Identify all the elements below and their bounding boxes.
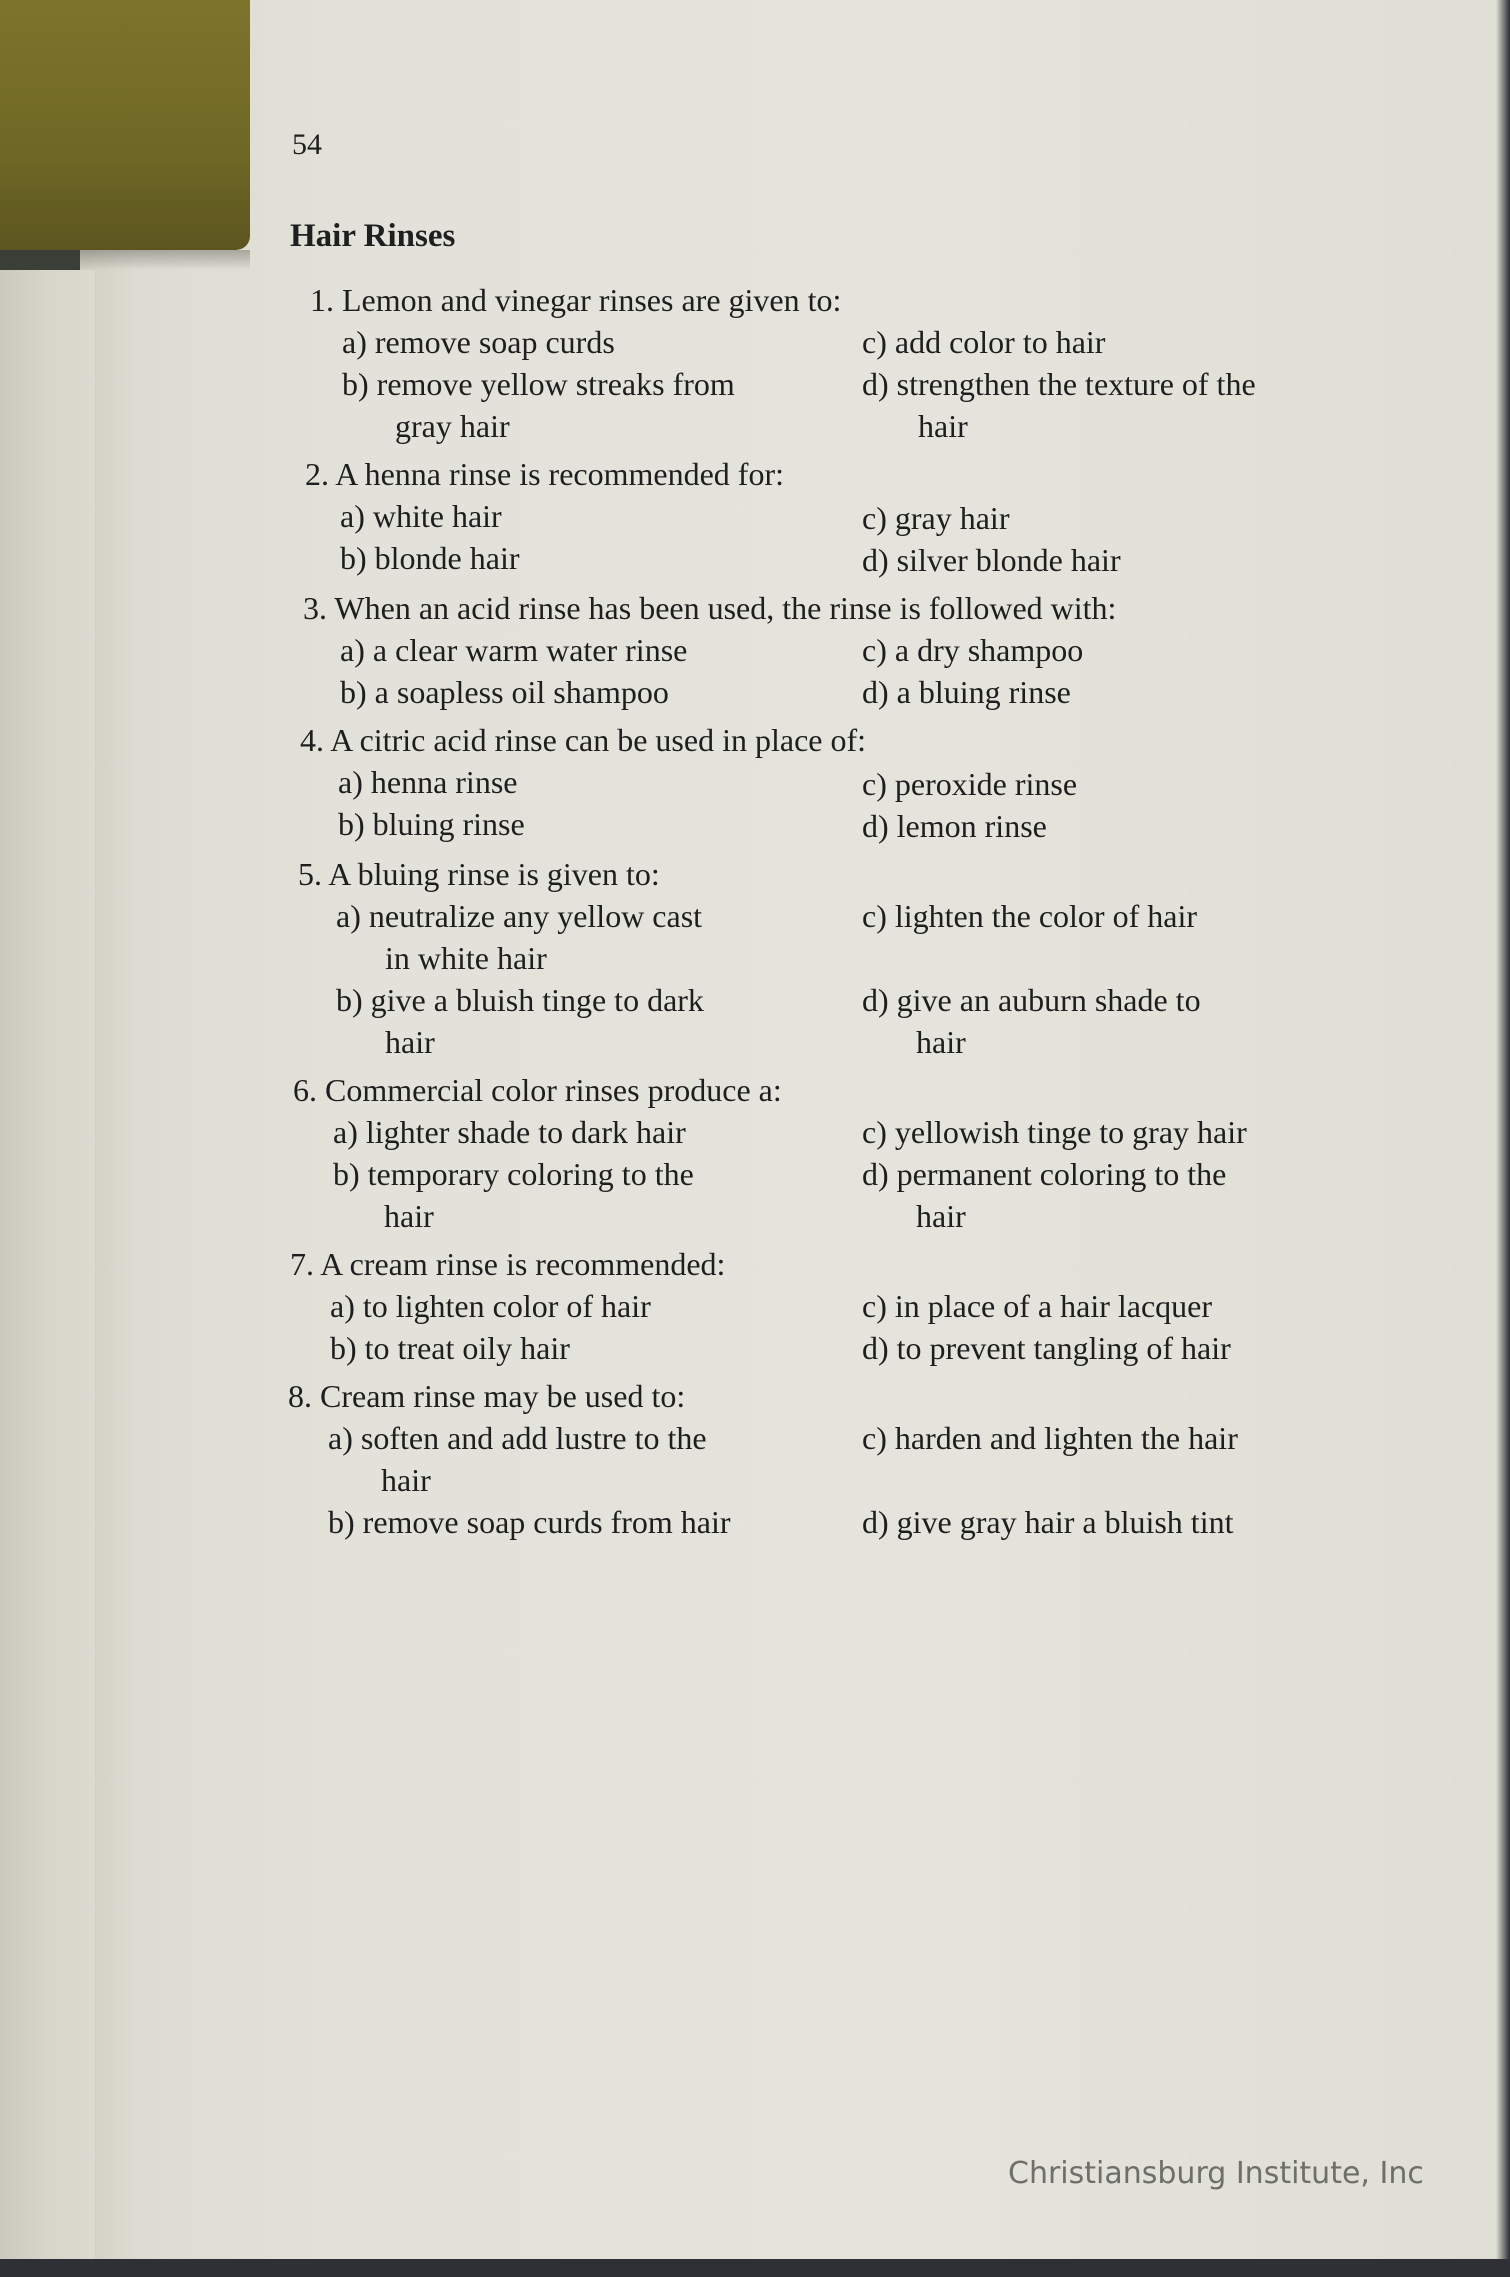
option-a: a) henna rinse <box>338 764 518 800</box>
option-c: c) add color to hair <box>862 324 1106 360</box>
option-d: d) permanent coloring to the <box>862 1156 1227 1192</box>
section-title: Hair Rinses <box>290 218 456 254</box>
option-a: a) soften and add lustre to the <box>328 1420 707 1456</box>
page-number: 54 <box>292 128 322 161</box>
option-c: c) peroxide rinse <box>862 766 1078 802</box>
option-b: b) remove yellow streaks from <box>342 366 735 402</box>
watermark: Christiansburg Institute, Inc <box>1008 2156 1424 2191</box>
option-d-continued: hair <box>918 408 968 444</box>
option-d: d) strengthen the texture of the <box>862 366 1256 402</box>
page-bottom-edge <box>0 2259 1510 2277</box>
question-prompt: 2. A henna rinse is recommended for: <box>305 456 784 492</box>
book-tab-shadow <box>0 250 250 270</box>
option-d-continued: hair <box>916 1198 966 1234</box>
option-a: a) white hair <box>340 498 502 534</box>
option-d: d) silver blonde hair <box>862 542 1121 578</box>
option-a: a) lighter shade to dark hair <box>333 1114 686 1150</box>
page-left-edge <box>0 270 95 2277</box>
question-prompt: 3. When an acid rinse has been used, the rinse is followed with: <box>303 590 1117 626</box>
question-prompt: 7. A cream rinse is recommended: <box>290 1246 726 1282</box>
option-b: b) remove soap curds from hair <box>328 1504 731 1540</box>
option-b-continued: hair <box>384 1198 434 1234</box>
option-d: d) give an auburn shade to <box>862 982 1201 1018</box>
option-d: d) a bluing rinse <box>862 674 1071 710</box>
option-b-continued: hair <box>385 1024 435 1060</box>
option-b: b) temporary coloring to the <box>333 1156 694 1192</box>
option-b: b) blonde hair <box>340 540 520 576</box>
book-page <box>80 0 1510 2277</box>
question-prompt: 1. Lemon and vinegar rinses are given to: <box>310 282 842 318</box>
option-b-continued: gray hair <box>395 408 510 444</box>
option-a: a) a clear warm water rinse <box>340 632 688 668</box>
option-b: b) bluing rinse <box>338 806 525 842</box>
option-a: a) to lighten color of hair <box>330 1288 651 1324</box>
option-c: c) a dry shampoo <box>862 632 1084 668</box>
question-prompt: 4. A citric acid rinse can be used in place of: <box>300 722 867 758</box>
option-b: b) a soapless oil shampoo <box>340 674 669 710</box>
option-d: d) lemon rinse <box>862 808 1047 844</box>
page-right-edge <box>1496 0 1510 2277</box>
option-d: d) give gray hair a bluish tint <box>862 1504 1234 1540</box>
option-d: d) to prevent tangling of hair <box>862 1330 1231 1366</box>
option-a: a) remove soap curds <box>342 324 615 360</box>
question-prompt: 8. Cream rinse may be used to: <box>288 1378 686 1414</box>
option-a: a) neutralize any yellow cast <box>336 898 703 934</box>
book-tab <box>0 0 250 250</box>
option-c: c) gray hair <box>862 500 1010 536</box>
option-c: c) lighten the color of hair <box>862 898 1197 934</box>
question-prompt: 6. Commercial color rinses produce a: <box>293 1072 782 1108</box>
option-b: b) to treat oily hair <box>330 1330 570 1366</box>
option-c: c) harden and lighten the hair <box>862 1420 1238 1456</box>
question-prompt: 5. A bluing rinse is given to: <box>298 856 660 892</box>
option-b: b) give a bluish tinge to dark <box>336 982 704 1018</box>
option-d-continued: hair <box>916 1024 966 1060</box>
option-a-continued: hair <box>381 1462 431 1498</box>
option-c: c) yellowish tinge to gray hair <box>862 1114 1247 1150</box>
option-a-continued: in white hair <box>385 940 547 976</box>
option-c: c) in place of a hair lacquer <box>862 1288 1213 1324</box>
